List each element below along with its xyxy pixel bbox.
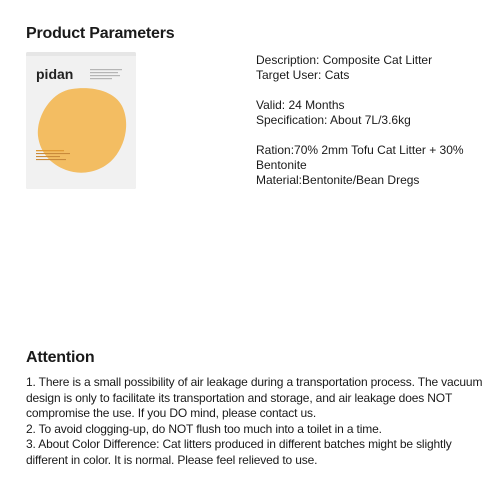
package-top-seal bbox=[26, 52, 136, 56]
attention-list bbox=[26, 375, 488, 469]
attention-item: 2. To avoid clogging-up, do NOT flush too much into a toilet in a time. bbox=[26, 421, 382, 436]
param-valid: Valid: 24 Months bbox=[256, 98, 345, 112]
param-ration: Ration:70% 2mm Tofu Cat Litter + 30% Bentonite bbox=[256, 143, 464, 172]
product-image bbox=[26, 52, 136, 189]
param-spacer bbox=[256, 128, 486, 143]
brand-logo: pidan bbox=[36, 66, 74, 82]
attention-item: 3. About Color Difference: Cat litters produced in different batches might be slightly different in color. It is normal. Please feel relieved to use. bbox=[26, 437, 452, 467]
param-spacer bbox=[256, 83, 486, 98]
product-parameters bbox=[256, 53, 486, 188]
product-package-graphic bbox=[26, 52, 136, 189]
param-specification: Specification: About 7L/3.6kg bbox=[256, 113, 411, 127]
param-material: Material:Bentonite/Bean Dregs bbox=[256, 173, 420, 187]
page-title: Product Parameters bbox=[26, 25, 175, 42]
param-target-user: Target User: Cats bbox=[256, 68, 350, 82]
param-description: Description: Composite Cat Litter bbox=[256, 53, 433, 67]
attention-title: Attention bbox=[26, 349, 95, 366]
attention-item: 1. There is a small possibility of air leakage during a transportation process. The vacuum design is only to facilitate its transportation and storage, and air leakage does NOT compromise the use. If you DO mind, please contact us. bbox=[26, 375, 483, 421]
